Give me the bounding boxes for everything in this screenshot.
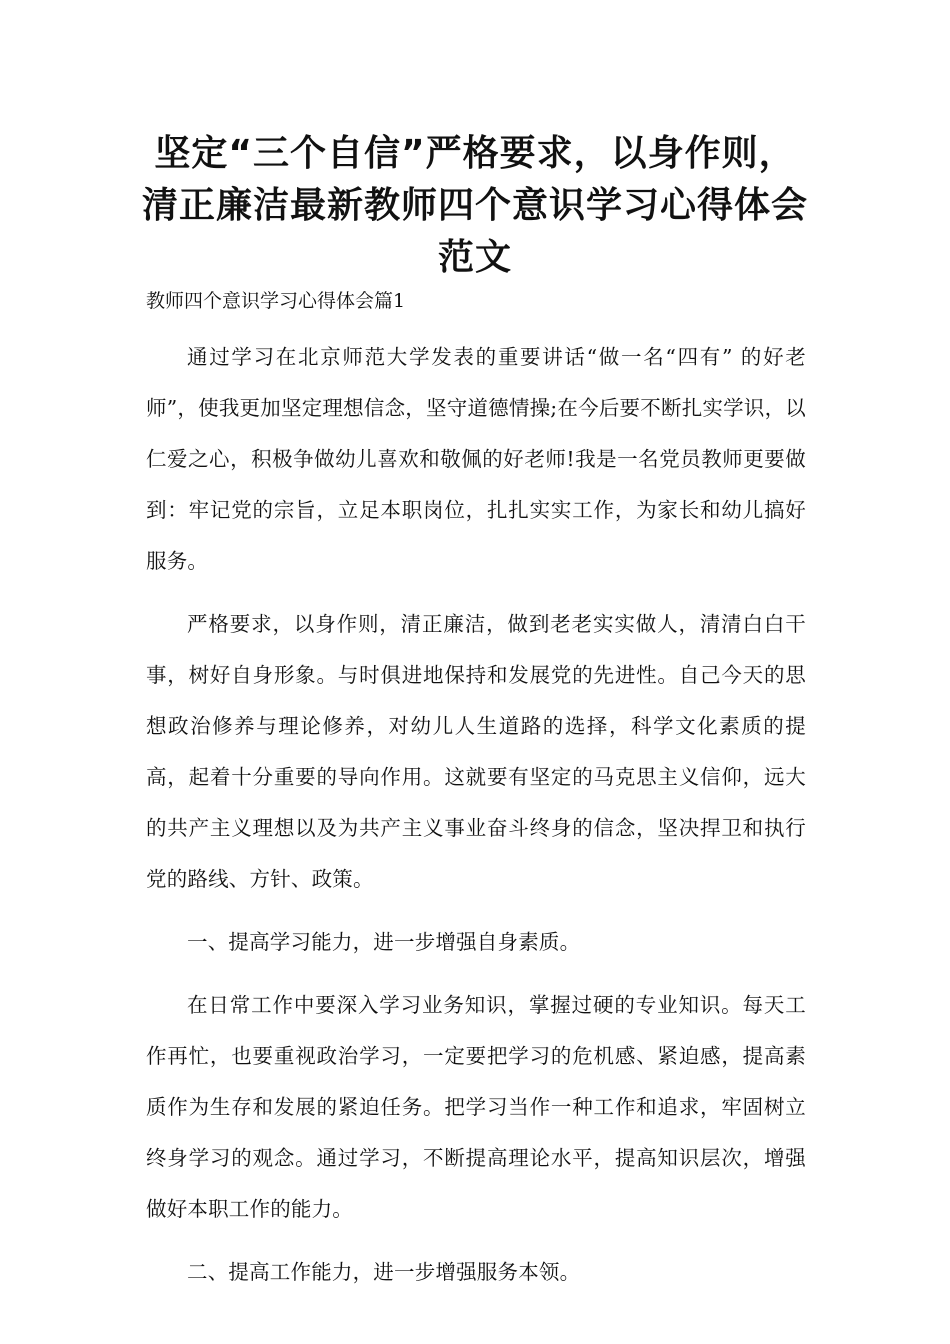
document-title bbox=[120, 128, 830, 284]
section-heading-1: 一、提高学习能力，进一步增强自身素质。 bbox=[187, 930, 581, 954]
paragraph-3: 在日常工作中要深入学习业务知识，掌握过硬的专业知识。每天工作再忙，也要重视政治学习，一定要把学习的危机感、紧迫感，提高素质作为生存和发展的紧迫任务。把学习当作一种工作和追求，牢固树立终身学习的观念。通过学习，不断提高理论水平，提高知识层次，增强做好本职工作的能力。 bbox=[146, 993, 806, 1221]
title-line-2: 清正廉洁最新教师四个意识学习心得体会 bbox=[141, 185, 808, 226]
paragraph-2: 严格要求，以身作则，清正廉洁，做到老老实实做人，清清白白干事，树好自身形象。与时俱进地保持和发展党的先进性。自己今天的思想政治修养与理论修养，对幼儿人生道路的选择，科学文化素质的提高，起着十分重要的导向作用。这就要有坚定的马克思主义信仰，远大的共产主义理想以及为共产主义事业奋斗终身的信念，坚决捍卫和执行党的路线、方针、政策。 bbox=[146, 612, 806, 891]
title-line-3: 范文 bbox=[437, 237, 512, 278]
document-body bbox=[146, 332, 806, 1310]
paragraph-1: 通过学习在北京师范大学发表的重要讲话“做一名“四有” 的好老师”，使我更加坚定理想信念，坚守道德情操;在今后要不断扎实学识，以仁爱之心，积极争做幼儿喜欢和敬佩的好老师!我是一名党员教师更要做到：牢记党的宗旨，立足本职岗位，扎扎实实工作，为家长和幼儿搞好服务。 bbox=[146, 345, 806, 573]
section-heading-2: 二、提高工作能力，进一步增强服务本领。 bbox=[187, 1260, 581, 1284]
section-subtitle: 教师四个意识学习心得体会篇1 bbox=[146, 290, 406, 312]
title-line-1: 坚定“三个自信”严格要求，以身作则， bbox=[154, 133, 796, 174]
